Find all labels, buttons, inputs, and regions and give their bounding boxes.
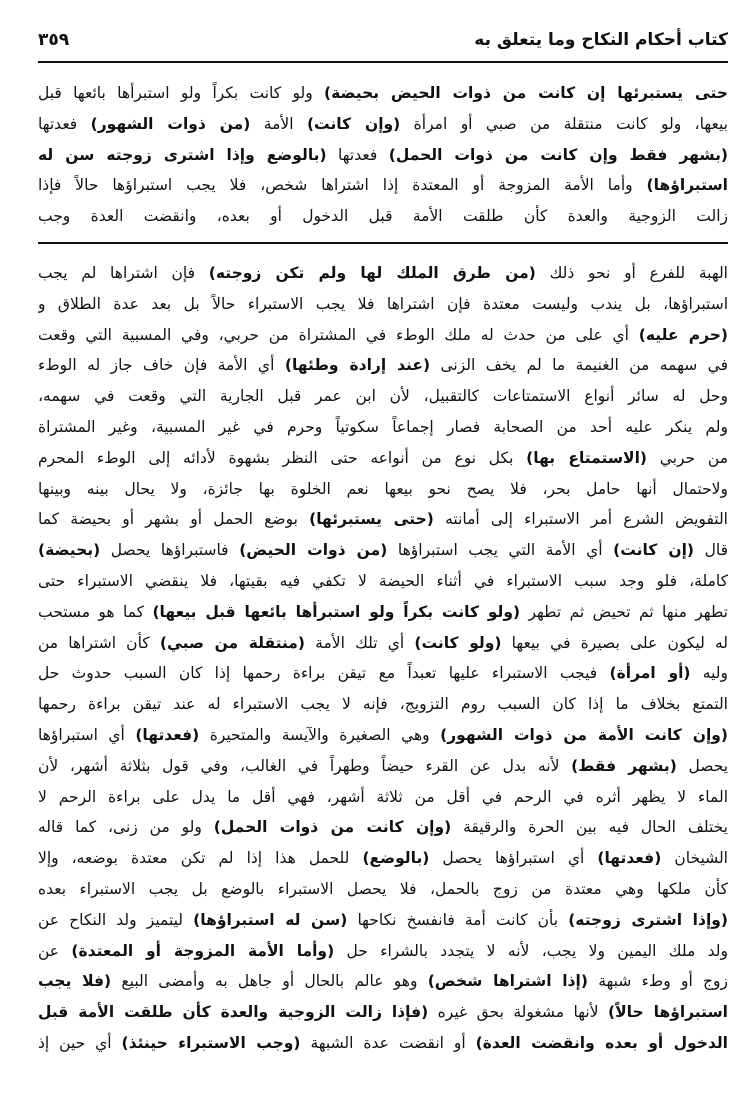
matn-quote: (حرم عليه) xyxy=(638,325,728,344)
commentary-segment: الماء لا يظهر أثره في الرحم في أقل من ثلاثة أشهر، فهي أقل ما يدل على براءة الرحم لا xyxy=(38,787,728,806)
commentary-segment: أي استبراؤها xyxy=(38,725,136,744)
book-chapter-title: كتاب أحكام النكاح وما يتعلق به xyxy=(474,30,728,50)
commentary-segment: ولاحتمال أنها حامل بحر، فلا يصح نحو بيعها نعم الخلوة بها جائزة، ولا يحال بينه وبينها xyxy=(38,479,728,498)
commentary-segment: أي حين إذ xyxy=(38,1033,122,1052)
text-line xyxy=(38,140,728,171)
commentary-segment: فيجب الاستبراء عليها تعبداً مع تيقن براءة رحمها إذا كان السبب حدوث حل xyxy=(38,664,610,683)
commentary-segment: كأن اشتراها من xyxy=(38,633,160,652)
matn-quote: (من ذوات الحيض) xyxy=(239,541,388,560)
commentary-segment: الهبة للفرع أو نحو ذلك xyxy=(535,264,728,282)
text-line xyxy=(38,966,728,997)
text-line xyxy=(38,997,728,1028)
text-line xyxy=(38,597,728,628)
text-line xyxy=(38,689,728,720)
commentary-segment: وأما الأمة المزوجة أو المعتدة إذا اشتراها شخص، فلا يجب استبراؤها حالاً فإذا xyxy=(38,176,647,195)
matn-quote: (أو امرأة) xyxy=(609,664,691,683)
commentary-text xyxy=(38,258,728,1059)
text-line xyxy=(38,812,728,843)
text-line xyxy=(38,936,728,967)
matn-quote: (ولو كانت) xyxy=(414,633,502,652)
commentary-segment: أو انقضت عدة الشبهة xyxy=(300,1033,476,1052)
commentary-segment: من حربي xyxy=(647,448,728,467)
commentary-segment: للحمل هذا إذا لم تكن معتدة بوضعه، وإلا xyxy=(38,849,363,868)
commentary-segment: زالت الزوجية والعدة كأن طلقت الأمة قبل الدخول أو بعده، وانقضت العدة وجب xyxy=(38,207,728,226)
commentary-segment: فعدتها xyxy=(326,145,389,164)
matn-quote: (عند إرادة وطئها) xyxy=(284,356,431,375)
commentary-segment: كما هو مستحب xyxy=(38,602,153,621)
text-line xyxy=(38,504,728,535)
matn-quote: (فلا يجب xyxy=(38,972,112,991)
text-line xyxy=(38,289,728,320)
commentary-segment: كاملة، فلو وجد سبب الاستبراء في أثناء الحيضة لا تكفي فيه بقيتها، فلا ينقضي الاستبراء حتى xyxy=(38,571,728,590)
text-line xyxy=(38,170,728,201)
matn-quote: (إذا اشتراها شخص) xyxy=(427,972,588,991)
text-line xyxy=(38,350,728,381)
commentary-segment: تطهر منها ثم تحيض ثم تطهر xyxy=(520,602,728,621)
matn-quote: (وإن كانت الأمة من ذوات الشهور) xyxy=(440,725,728,744)
text-line xyxy=(38,381,728,412)
matn-quote: (منتقلة من صبي) xyxy=(159,633,305,652)
commentary-segment: أي الأمة فإن خاف جاز له الوطء xyxy=(38,356,285,375)
text-line xyxy=(38,628,728,659)
matn-quote: (بشهر فقط وإن كانت من ذوات الحمل) xyxy=(388,145,728,164)
commentary-segment: الشيخان xyxy=(661,849,728,868)
matn-quote: (وجب الاستبراء حينئذ) xyxy=(121,1033,301,1052)
commentary-segment: بيعها، ولو كانت منتقلة من صبي أو امرأة xyxy=(400,114,728,133)
matn-quote: (فإذا زالت الزوجية والعدة كأن طلقت الأمة قبل xyxy=(38,1003,429,1022)
commentary-segment: فعدتها xyxy=(38,114,91,133)
text-line xyxy=(38,566,728,597)
commentary-segment: وهو عالم بالحال أو جاهل به وأمضى البيع xyxy=(111,972,428,991)
text-line xyxy=(38,78,728,109)
commentary-segment: ولو كانت بكراً ولو استبرأها بائعها قبل xyxy=(38,84,325,102)
commentary-segment: لأنها مشغولة بحق غيره xyxy=(428,1003,609,1022)
matn-quote: حتى يستبرئها إن كانت من ذوات الحيض بحيضة) xyxy=(324,84,728,102)
text-line xyxy=(38,1028,728,1059)
text-line xyxy=(38,201,728,232)
commentary-segment: بكل نوع من أنواعه حتى النظر بشهوة لأدائه إلى الوطء المحرم xyxy=(38,448,527,467)
matn-quote: (وإن كانت من ذوات الحمل) xyxy=(213,818,452,837)
page-number: ٣٥٩ xyxy=(38,30,70,50)
commentary-segment: وحل له سائر أنواع الاستمتاعات كالتقبيل، لأن ابن عمر قبل الجارية التي وقعت في سهمه، xyxy=(38,387,728,406)
matn-quote: (بالوضع) xyxy=(362,849,430,868)
matn-quote: (إن كانت) xyxy=(613,541,694,560)
matn-quote: (بحيضة) xyxy=(38,541,101,560)
text-line xyxy=(38,843,728,874)
matn-quote: الدخول أو بعده وانقضت العدة) xyxy=(475,1033,728,1052)
commentary-segment: يختلف الحال فيه بين الحرة والرقيقة xyxy=(451,818,728,837)
text-line xyxy=(38,720,728,751)
matn-quote: (ولو كانت بكراً ولو استبرأها بائعها قبل بيعها) xyxy=(152,602,521,621)
matn-quote: (بشهر فقط) xyxy=(571,756,677,775)
matn-quote: (حتى يستبرئها) xyxy=(309,510,434,529)
commentary-segment: قال xyxy=(694,541,728,560)
commentary-segment: عن xyxy=(38,941,72,960)
main-text xyxy=(38,78,728,232)
commentary-segment: الأمة xyxy=(250,114,307,133)
matn-quote: (فعدتها) xyxy=(135,725,200,744)
commentary-segment: التفويض الشرع أمر الاستبراء إلى أمانته xyxy=(433,510,728,529)
text-line xyxy=(38,535,728,566)
header-divider xyxy=(38,61,728,63)
commentary-segment: لأنه بدل عن القرء حيضاً وطهراً في الغالب، وفي قول بثلاثة أشهر، لأن xyxy=(38,756,572,775)
commentary-segment: ليتميز ولد النكاح عن xyxy=(38,910,194,929)
commentary-segment: فاستبراؤها يحصل xyxy=(100,541,240,560)
running-header xyxy=(38,24,728,56)
commentary-segment: أي الأمة التي يجب استبراؤها xyxy=(387,541,614,560)
footnote-divider xyxy=(38,242,728,244)
matn-quote: (من طرق الملك لها ولم تكن زوجته) xyxy=(208,264,536,282)
commentary-segment: أي استبراؤها يحصل xyxy=(429,849,598,868)
text-line xyxy=(38,751,728,782)
matn-quote: (وأما الأمة المزوجة أو المعتدة) xyxy=(71,941,335,960)
matn-quote: استبراؤها حالاً) xyxy=(608,1003,728,1022)
commentary-segment: استبراؤها، بل يندب وليست معتدة فإن اشتراها فلا يجب الاستبراء حالاً بل بعد عدة الطلاق و xyxy=(38,294,728,313)
text-line xyxy=(38,320,728,351)
commentary-segment: ولم ينكر عليه أحد من الصحابة فصار إجماعاً سكوتياً وحرم في غير المسبية، وغير المشتراة xyxy=(38,417,728,436)
text-line xyxy=(38,443,728,474)
commentary-segment: أي على من حدث له ملك الوطء في المشتراة من حربي، وفي المسبية التي وقعت xyxy=(38,325,639,344)
commentary-segment: ولو من زنى، كما قاله xyxy=(38,818,214,837)
matn-quote: استبراؤها) xyxy=(646,176,728,195)
commentary-segment: يحصل xyxy=(676,756,728,775)
matn-quote: (وإن كانت) xyxy=(306,114,401,133)
commentary-segment: في سهمه من الغنيمة ما لم يخف الزنى xyxy=(430,356,728,375)
matn-quote: (الاستمتاع بها) xyxy=(526,448,647,467)
matn-quote: (فعدتها) xyxy=(597,849,662,868)
commentary-segment: ولد ملك اليمين ولا يجب، لأنه لا يتجدد بالشراء حل xyxy=(334,941,728,960)
matn-quote: (من ذوات الشهور) xyxy=(90,114,251,133)
commentary-segment: أي تلك الأمة xyxy=(305,633,415,652)
commentary-segment: زوج أو وطء شبهة xyxy=(587,972,728,991)
matn-quote: (بالوضع وإذا اشترى زوجته سن له xyxy=(38,145,327,164)
commentary-segment: له ليكون على بصيرة في بيعها xyxy=(501,633,728,652)
text-line xyxy=(38,258,728,289)
text-line xyxy=(38,782,728,813)
text-line xyxy=(38,474,728,505)
commentary-segment: بوضع الحمل أو بشهر أو بحيضة كما xyxy=(38,510,310,529)
commentary-segment: فإن اشتراها لم يجب xyxy=(38,264,209,282)
text-line xyxy=(38,905,728,936)
commentary-segment: بأن كانت أمة فانفسخ نكاحها xyxy=(347,910,569,929)
text-line xyxy=(38,874,728,905)
matn-quote: (وإذا اشترى زوجته) xyxy=(568,910,728,929)
text-line xyxy=(38,109,728,140)
text-line xyxy=(38,658,728,689)
commentary-segment: كأن ملكها وهي معتدة من زوج بالحمل، فلا يحصل الاستبراء بالوضع بل يجب الاستبراء بعده xyxy=(38,879,728,898)
text-line xyxy=(38,412,728,443)
commentary-segment: التمتع بخلاف ما إذا كان السبب روم التزويج، فإنه لا يجب الاستبراء له عند تيقن براءة رحمها xyxy=(38,695,728,714)
commentary-segment: وليه xyxy=(690,664,728,683)
matn-quote: (سن له استبراؤها) xyxy=(193,910,348,929)
commentary-segment: وهي الصغيرة والآيسة والمتحيرة xyxy=(199,725,441,744)
